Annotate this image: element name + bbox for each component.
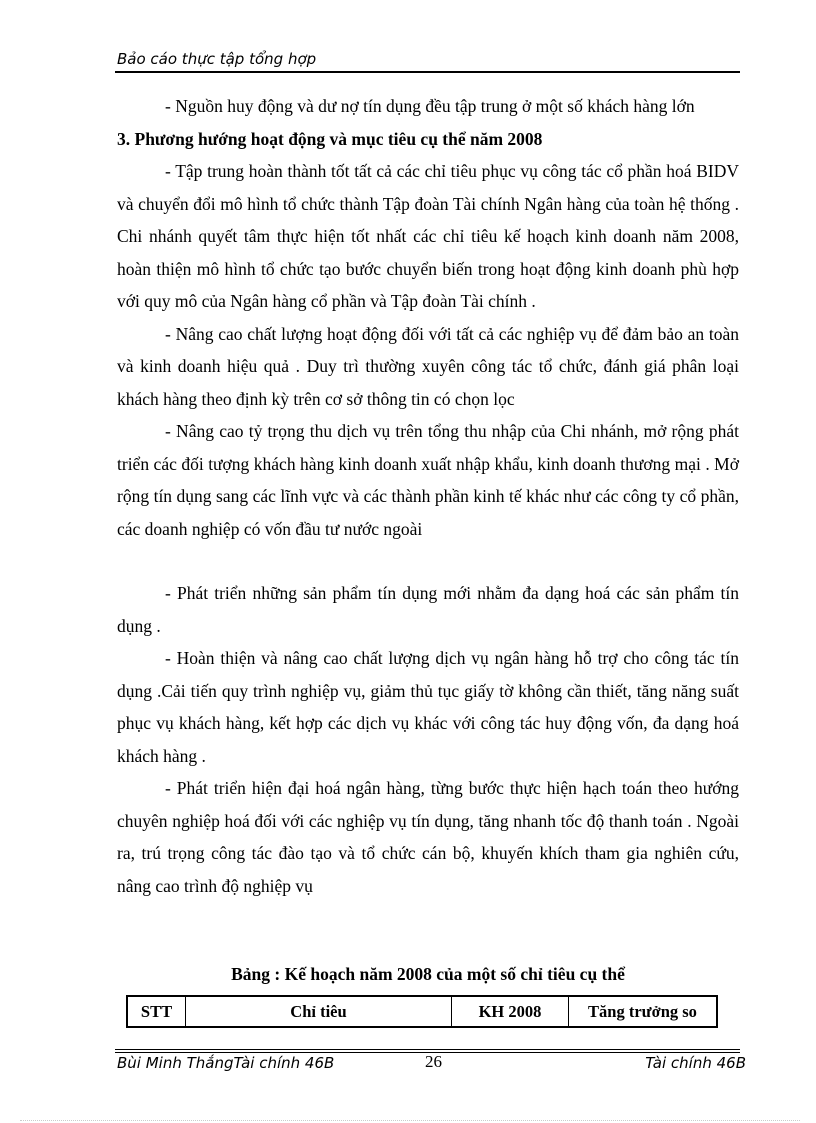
footer-author: Bùi Minh ThắngTài chính 46B — [117, 1054, 335, 1072]
section-heading: 3. Phương hướng hoạt động và mục tiêu cụ thể năm 2008 — [117, 128, 543, 149]
table-header-stt: STT — [127, 996, 186, 1027]
paragraph-7: - Phát triển hiện đại hoá ngân hàng, từng bước thực hiện hạch toán theo hướng chuyên nghiệp hoá đối với các nghiệp vụ tín dụng, tăng nhanh tốc độ thanh toán . Ngoài ra, trú trọng công tác đào tạo và tổ chức cán bộ, khuyến khích tham gia nghiên cứu, nâng cao trình độ nghiệp vụ — [117, 778, 739, 896]
blank-line — [117, 545, 739, 577]
table-header-plan-2008: KH 2008 — [452, 996, 569, 1027]
table-header-indicator: Chỉ tiêu — [186, 996, 452, 1027]
footer-rule — [115, 1049, 740, 1050]
document-body — [117, 90, 739, 902]
header-rule — [115, 71, 740, 73]
plan-table — [126, 995, 718, 1028]
paragraph-4: - Nâng cao tỷ trọng thu dịch vụ trên tổng thu nhập của Chi nhánh, mở rộng phát triển các đối tượng khách hàng kinh doanh xuất nhập khẩu, kinh doanh thương mại . Mở rộng tín dụng sang các lĩnh vực và các thành phần kinh tế khác như các công ty cổ phần, các doanh nghiệp có vốn đầu tư nước ngoài — [117, 421, 739, 539]
page-header: Bảo cáo thực tập tổng hợp — [117, 50, 317, 68]
page-number: 26 — [425, 1052, 442, 1071]
page-edge-divider — [20, 1120, 800, 1121]
paragraph-3: - Nâng cao chất lượng hoạt động đối với tất cả các nghiệp vụ để đảm bảo an toàn và kinh doanh hiệu quả . Duy trì thường xuyên công tác tổ chức, đánh giá phân loại khách hàng theo định kỳ trên cơ sở thông tin có chọn lọc — [117, 323, 739, 409]
table-header-row — [127, 996, 717, 1027]
paragraph-5: - Phát triển những sản phẩm tín dụng mới nhằm đa dạng hoá các sản phẩm tín dụng . — [117, 583, 739, 636]
paragraph-1: - Nguồn huy động và dư nợ tín dụng đều tập trung ở một số khách hàng lớn — [165, 96, 695, 116]
paragraph-2: - Tập trung hoàn thành tốt tất cả các chỉ tiêu phục vụ công tác cổ phần hoá BIDV và chuyển đổi mô hình tổ chức thành Tập đoàn Tài chính Ngân hàng của toàn hệ thống . Chi nhánh quyết tâm thực hiện tốt nhất các chỉ tiêu kế hoạch kinh doanh năm 2008, hoàn thiện mô hình tổ chức tạo bước chuyển biến trong hoạt động kinh doanh phù hợp với quy mô của Ngân hàng cổ phần và Tập đoàn Tài chính . — [117, 161, 739, 311]
table-header-growth: Tăng trưởng so — [569, 996, 718, 1027]
footer-class: Tài chính 46B — [645, 1054, 746, 1072]
paragraph-6: - Hoàn thiện và nâng cao chất lượng dịch vụ ngân hàng hỗ trợ cho công tác tín dụng .Cải tiến quy trình nghiệp vụ, giảm thủ tục giấy tờ không cần thiết, tăng năng suất phục vụ khách hàng, kết hợp các dịch vụ khác với công tác huy động vốn, đa dạng hoá khách hàng . — [117, 648, 739, 766]
table-title: Bảng : Kế hoạch năm 2008 của một số chỉ tiêu cụ thể — [231, 964, 625, 984]
